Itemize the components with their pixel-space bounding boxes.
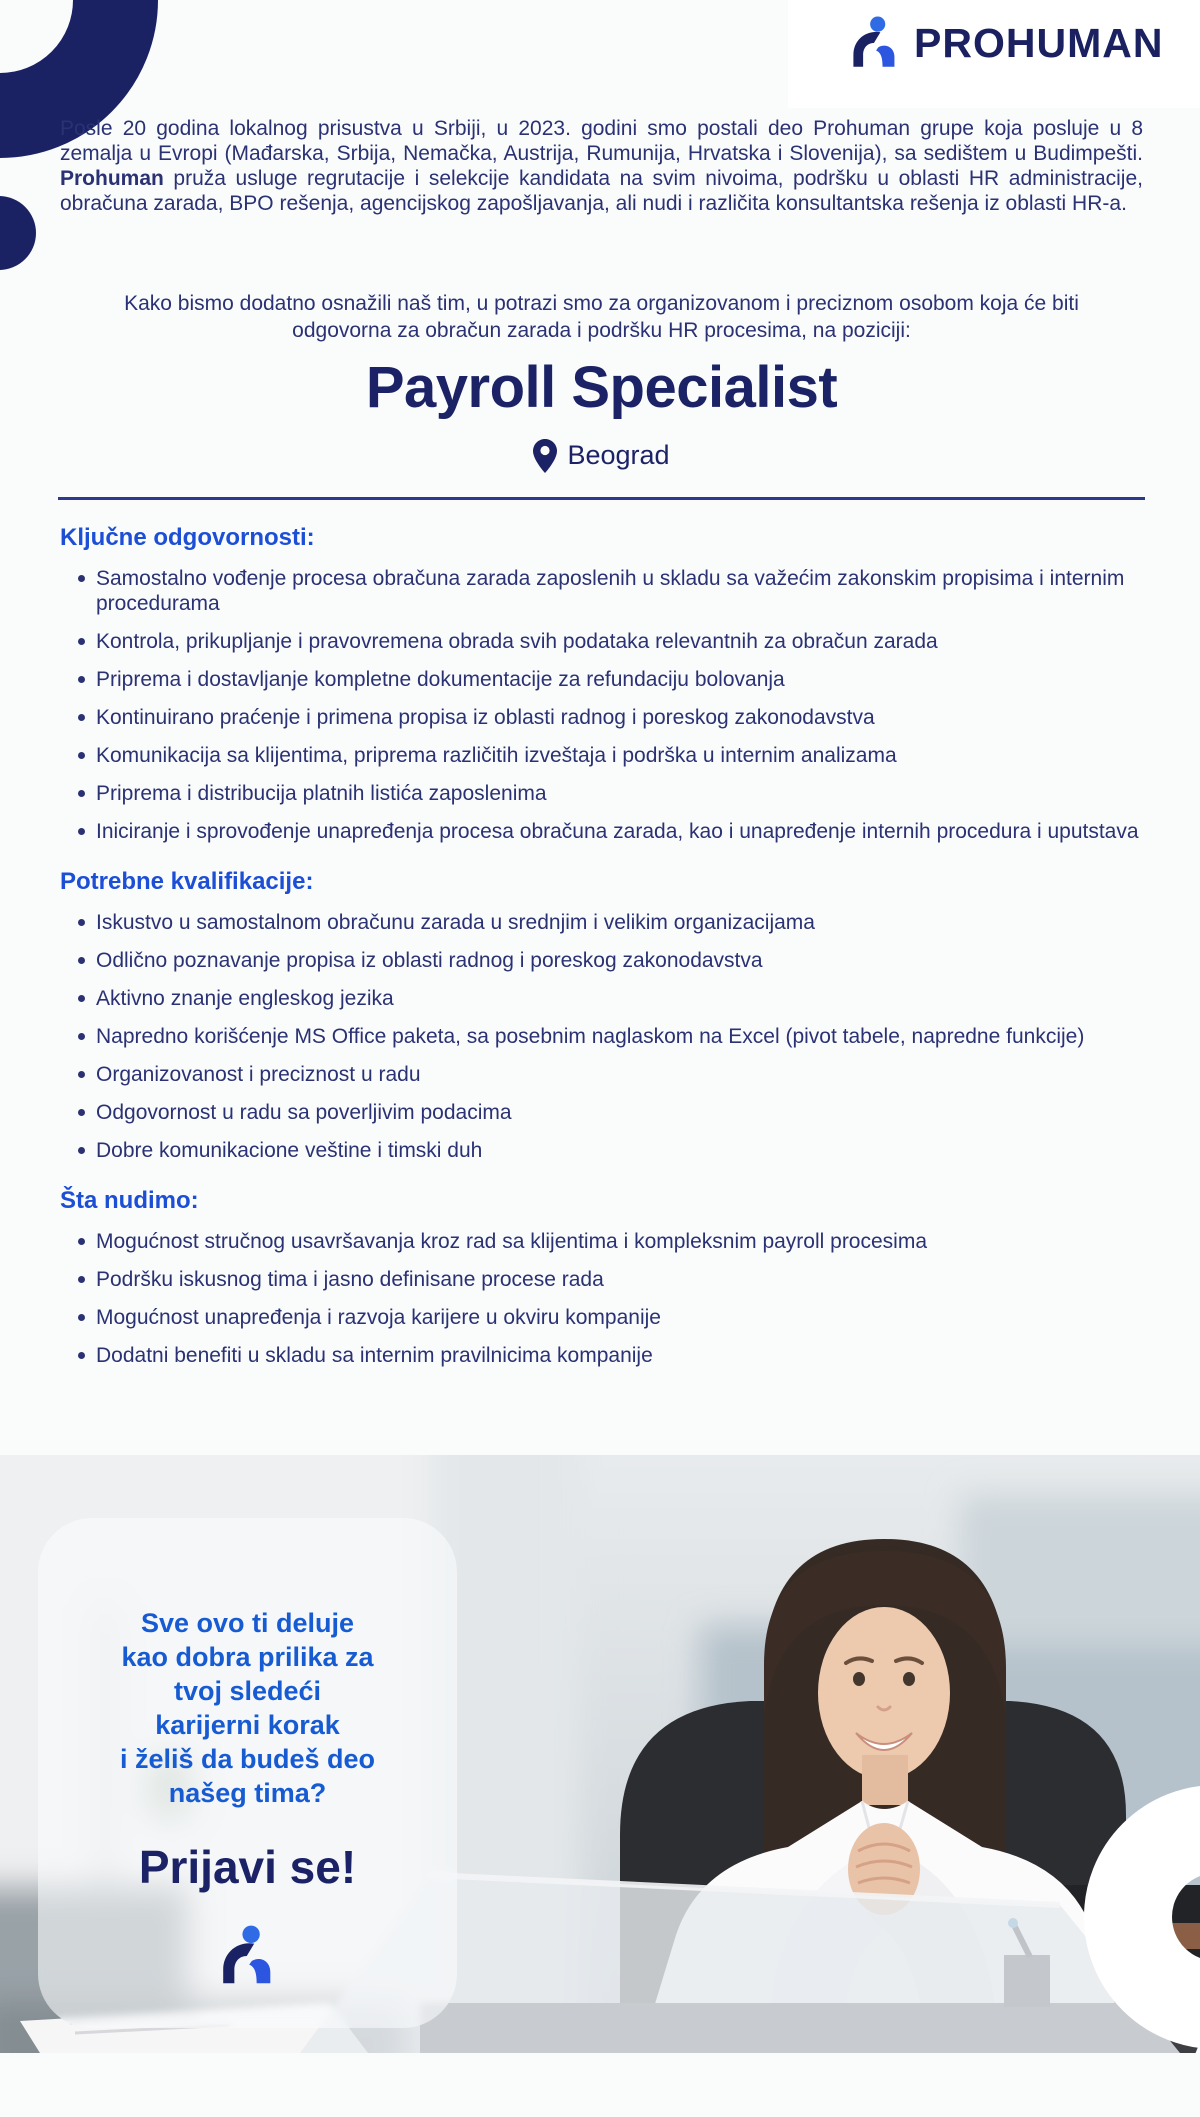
list-item: Odgovornost u radu sa poverljivim podacima bbox=[96, 1100, 1143, 1125]
bullet-list bbox=[60, 566, 1143, 844]
cta-card bbox=[38, 1518, 457, 2028]
office-photo bbox=[0, 1455, 1200, 2053]
section-heading: Šta nudimo: bbox=[60, 1186, 199, 1214]
cta-text-line: kao dobra prilika za bbox=[121, 1642, 374, 1672]
list-item: Kontrola, prikupljanje i pravovremena obrada svih podataka relevantnih za obračun zarada bbox=[96, 629, 1143, 654]
list-item: Iskustvo u samostalnom obračunu zarada u srednjim i velikim organizacijama bbox=[96, 910, 1143, 935]
location-label: Beograd bbox=[567, 440, 670, 471]
list-item: Aktivno znanje engleskog jezika bbox=[96, 986, 1143, 1011]
list-item: Iniciranje i sprovođenje unapređenja procesa obračuna zarada, kao i unapređenje internih procedura i uputstava bbox=[96, 819, 1143, 844]
list-item: Komunikacija sa klijentima, priprema različitih izveštaja i podrška u internim analizama bbox=[96, 743, 1143, 768]
intro-text-1: Posle 20 godina lokalnog prisustva u Srbiji, u 2023. godini smo postali deo Prohuman grupe koja posluje u 8 zemalja u Evropi (Mađarska, Srbija, Nemačka, Austrija, Rumunija, Hrvatska i Slovenija), sa sedištem u Budimpešti. bbox=[60, 117, 1143, 165]
location-row bbox=[60, 439, 1143, 473]
section-heading: Ključne odgovornosti: bbox=[60, 523, 315, 551]
list-item: Mogućnost stručnog usavršavanja kroz rad sa klijentima i kompleksnim payroll procesima bbox=[96, 1229, 1143, 1254]
cta-text-line: i želiš da budeš deo bbox=[119, 1744, 376, 1774]
logo-wordmark: PROHUMAN bbox=[914, 19, 1164, 66]
section-qualifications bbox=[60, 868, 1143, 1163]
list-item: Dobre komunikacione veštine i timski duh bbox=[96, 1138, 1143, 1163]
bullet-list bbox=[60, 1229, 1143, 1368]
list-item: Napredno korišćenje MS Office paketa, sa posebnim naglaskom na Excel (pivot tabele, napredne funkcije) bbox=[96, 1024, 1143, 1049]
list-item: Dodatni benefiti u skladu sa internim pravilnicima kompanije bbox=[96, 1343, 1143, 1368]
intro-bold-brand: Prohuman bbox=[60, 167, 164, 190]
section-responsibilities bbox=[60, 524, 1143, 844]
section-offer bbox=[60, 1187, 1143, 1368]
list-item: Priprema i dostavljanje kompletne dokumentacije za refundaciju bolovanja bbox=[96, 667, 1143, 692]
section-heading: Potrebne kvalifikacije: bbox=[60, 867, 314, 895]
list-item: Odlično poznavanje propisa iz oblasti radnog i poreskog zakonodavstva bbox=[96, 948, 1143, 973]
list-item: Organizovanost i preciznost u radu bbox=[96, 1062, 1143, 1087]
intro-paragraph bbox=[60, 116, 1143, 216]
cta-text-line: Sve ovo ti deluje bbox=[140, 1608, 355, 1638]
position-callout: Kako bismo dodatno osnažili naš tim, u potrazi smo za organizovanom i preciznom osobom koja će biti odgovorna za obračun zarada i podršku HR procesima, na poziciji: bbox=[124, 292, 1079, 342]
location-pin-icon bbox=[533, 439, 557, 473]
list-item: Kontinuirano praćenje i primena propisa iz oblasti radnog i poreskog zakonodavstva bbox=[96, 705, 1143, 730]
page-title: Payroll Specialist bbox=[365, 355, 838, 420]
intro-text-2: pruža usluge regrutacije i selekcije kandidata na svim nivoima, podršku u oblasti HR administracije, obračuna zarada, BPO rešenja, agencijskog zapošljavanja, ali nudi i različita konsultantska rešenja iz oblasti HR-a. bbox=[60, 167, 1143, 215]
cta-text-line: našeg tima? bbox=[168, 1778, 327, 1808]
list-item: Mogućnost unapređenja i razvoja karijere u okviru kompanije bbox=[96, 1305, 1143, 1330]
section-divider bbox=[58, 497, 1145, 500]
list-item: Priprema i distribucija platnih listića zaposlenima bbox=[96, 781, 1143, 806]
apply-cta[interactable]: Prijavi se! bbox=[138, 1841, 357, 1893]
list-item: Podršku iskusnog tima i jasno definisane procese rada bbox=[96, 1267, 1143, 1292]
bullet-list bbox=[60, 910, 1143, 1163]
prohuman-icon bbox=[217, 1923, 279, 1989]
list-item: Samostalno vođenje procesa obračuna zarada zaposlenih u skladu sa važećim zakonskim propisima i internim procedurama bbox=[96, 566, 1143, 616]
cta-text-line: tvoj sledeći bbox=[173, 1676, 322, 1706]
cta-text-line: karijerni korak bbox=[155, 1710, 340, 1740]
